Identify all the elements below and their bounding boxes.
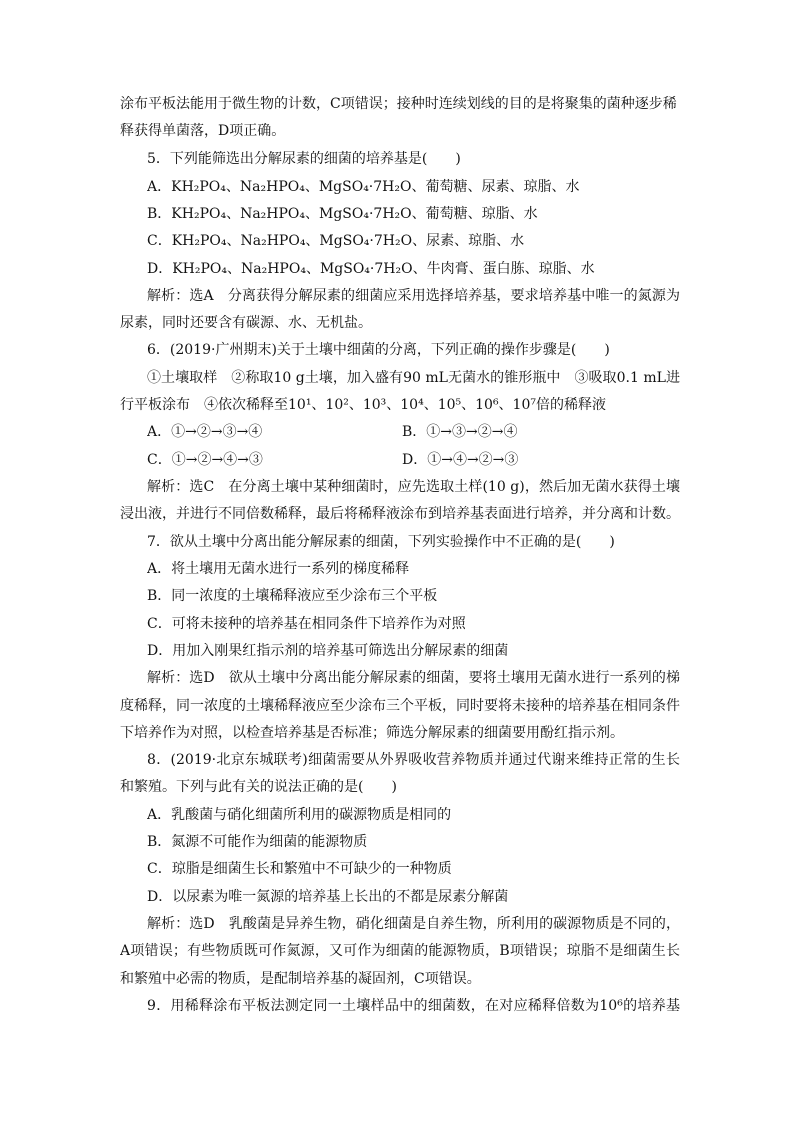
question-6-analysis: 解析：选C 在分离土壤中某种细菌时，应先选取土样(10 g)，然后加无菌水获得土壤 — [147, 479, 680, 495]
question-5-option-b: B．KH₂PO₄、Na₂HPO₄、MgSO₄·7H₂O、葡萄糖、琼脂、水 — [147, 206, 538, 222]
question-7-analysis: 度稀释，同一浓度的土壤稀释液应至少涂布三个平板，同时要将未接种的培养基在相同条件 — [120, 698, 680, 714]
question-5-option-a: A．KH₂PO₄、Na₂HPO₄、MgSO₄·7H₂O、葡萄糖、尿素、琼脂、水 — [147, 179, 580, 195]
question-8-stem: 和繁殖。下列与此有关的说法正确的是( ) — [120, 779, 397, 795]
question-5-analysis: 尿素，同时还要含有碳源、水、无机盐。 — [120, 315, 372, 331]
question-8-option-d: D．以尿素为唯一氮源的培养基上长出的不都是尿素分解菌 — [147, 889, 509, 905]
question-7-option-b: B．同一浓度的土壤稀释液应至少涂布三个平板 — [147, 588, 438, 604]
question-9-stem: 9．用稀释涂布平板法测定同一土壤样品中的细菌数，在对应稀释倍数为10⁶的培养基 — [147, 998, 680, 1014]
question-7-option-d: D．用加入刚果红指示剂的培养基可筛选出分解尿素的细菌 — [147, 643, 509, 659]
question-7-analysis: 解析：选D 欲从土壤中分离出能分解尿素的细菌，要将土壤用无菌水进行一系列的梯 — [147, 670, 680, 686]
question-6-option-a: A．①→②→③→④ — [147, 424, 263, 440]
question-8-stem: 8．(2019·北京东城联考)细菌需要从外界吸收营养物质并通过代谢来维持正常的生长 — [147, 752, 680, 768]
question-6-option-b: B．①→③→②→④ — [402, 424, 518, 440]
question-8-analysis: A项错误；有些物质既可作氮源，又可作为细菌的能源物质，B项错误；琼脂不是细菌生长 — [120, 943, 680, 959]
question-7-option-a: A．将土壤用无菌水进行一系列的梯度稀释 — [147, 561, 410, 577]
question-8-option-a: A．乳酸菌与硝化细菌所利用的碳源物质是相同的 — [147, 807, 452, 823]
question-7-stem: 7．欲从土壤中分离出能分解尿素的细菌，下列实验操作中不正确的是( ) — [147, 534, 615, 550]
question-5-analysis: 解析：选A 分离获得分解尿素的细菌应采用选择培养基，要求培养基中唯一的氮源为 — [147, 288, 680, 304]
question-8-analysis: 和繁殖中必需的物质，是配制培养基的凝固剂，C项错误。 — [120, 971, 481, 987]
question-6-option-c: C．①→②→④→③ — [147, 452, 263, 468]
question-8-option-b: B．氮源不可能作为细菌的能源物质 — [147, 834, 368, 850]
question-8-analysis: 解析：选D 乳酸菌是异养生物，硝化细菌是自养生物，所利用的碳源物质是不同的， — [147, 916, 680, 932]
question-6-stem: 6．(2019·广州期末)关于土壤中细菌的分离，下列正确的操作步骤是( ) — [147, 342, 610, 358]
question-8-option-c: C．琼脂是细菌生长和繁殖中不可缺少的一种物质 — [147, 861, 452, 877]
question-5-option-c: C．KH₂PO₄、Na₂HPO₄、MgSO₄·7H₂O、尿素、琼脂、水 — [147, 233, 525, 249]
question-6-steps: ①土壤取样 ②称取10 g土壤，加入盛有90 mL无菌水的锥形瓶中 ③吸取0.1 mL进 — [147, 370, 680, 386]
text-line: 涂布平板法能用于微生物的计数，C项错误；接种时连续划线的目的是将聚集的菌种逐步稀 — [120, 96, 677, 112]
question-5-stem: 5．下列能筛选出分解尿素的细菌的培养基是( ) — [147, 151, 461, 167]
question-6-analysis: 浸出液，并进行不同倍数稀释，最后将稀释液涂布到培养基表面进行培养，并分离和计数。 — [120, 506, 680, 522]
text-line: 释获得单菌落，D项正确。 — [120, 123, 286, 139]
question-6-steps: 行平板涂布 ④依次稀释至10¹、10²、10³、10⁴、10⁵、10⁶、10⁷倍的稀释液 — [120, 397, 606, 413]
question-7-option-c: C．可将未接种的培养基在相同条件下培养作为对照 — [147, 616, 466, 632]
question-7-analysis: 下培养作为对照，以检查培养基是否标准；筛选分解尿素的细菌要用酚红指示剂。 — [120, 725, 624, 741]
question-6-option-d: D．①→④→②→③ — [402, 452, 519, 468]
question-5-option-d: D．KH₂PO₄、Na₂HPO₄、MgSO₄·7H₂O、牛肉膏、蛋白胨、琼脂、水 — [147, 261, 595, 277]
